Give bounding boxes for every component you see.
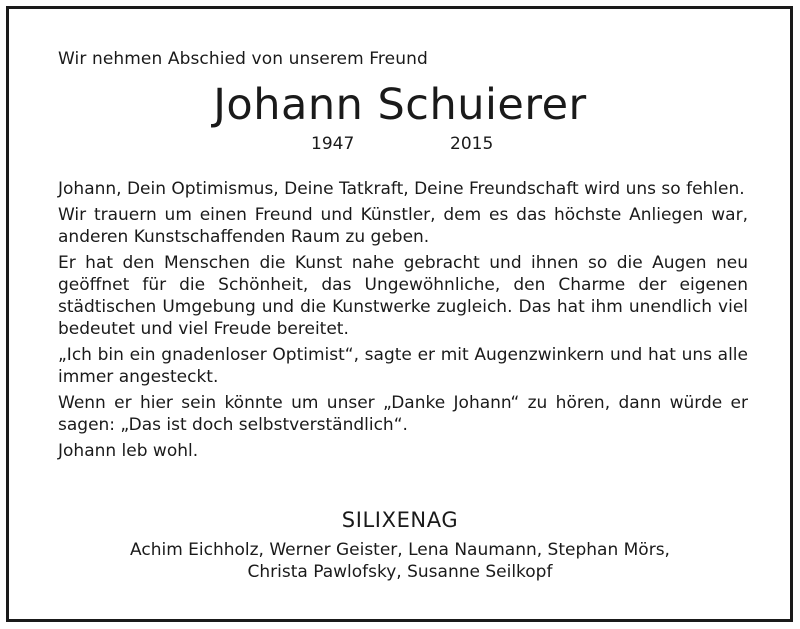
member-names <box>0 539 800 583</box>
organization-name: SILIXENAG <box>341 508 459 532</box>
birth-year: 1947 <box>311 134 355 154</box>
paragraph: Er hat den Menschen die Kunst nahe gebracht und ihnen so die Augen neu geöffnet für die Schönheit, das Ungewöhnliche, den Charme der eigenen städtischen Umgebung und die Kunstwerke zugleich. Das hat ihm unendlich viel bedeutet und viel Freude bereitet. <box>58 253 748 339</box>
obituary-text <box>58 178 748 466</box>
member-names-line: Achim Eichholz, Werner Geister, Lena Naumann, Stephan Mörs, <box>130 540 670 560</box>
signature-block <box>0 507 800 583</box>
paragraph: „Ich bin ein gnadenloser Optimist“, sagte er mit Augenzwinkern und hat uns alle immer angesteckt. <box>58 345 748 387</box>
deceased-name: Johann Schuierer <box>213 80 587 130</box>
death-year: 2015 <box>450 134 494 154</box>
paragraph: Johann leb wohl. <box>58 441 199 461</box>
paragraph: Johann, Dein Optimismus, Deine Tatkraft, Deine Freundschaft wird uns so fehlen. <box>58 179 745 199</box>
intro-line: Wir nehmen Abschied von unserem Freund <box>58 49 428 69</box>
member-names-line: Christa Pawlofsky, Susanne Seilkopf <box>247 562 553 582</box>
paragraph: Wenn er hier sein könnte um unser „Danke Johann“ zu hören, dann würde er sagen: „Das ist doch selbstverständlich“. <box>58 393 748 435</box>
paragraph: Wir trauern um einen Freund und Künstler, dem es das höchste Anliegen war, anderen Kunstschaffenden Raum zu geben. <box>58 205 748 247</box>
